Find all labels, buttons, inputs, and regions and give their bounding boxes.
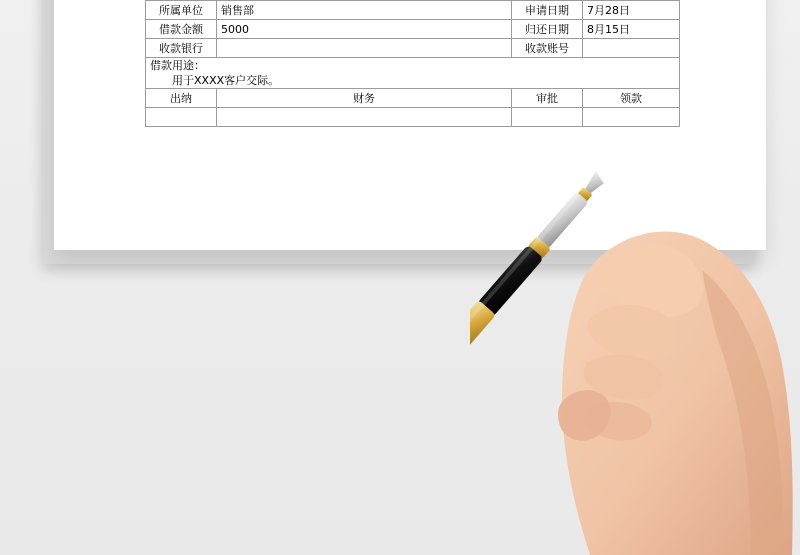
field-label-loan-amount: 借款金额	[146, 20, 217, 39]
table-row	[146, 39, 680, 58]
field-value-loan-amount[interactable]: 5000	[217, 20, 512, 39]
signature-header-cashier: 出纳	[146, 89, 217, 108]
signature-value-approval[interactable]	[512, 108, 583, 127]
field-value-return-date[interactable]: 8月15日	[583, 20, 680, 39]
field-label-department: 所属单位	[146, 1, 217, 20]
purpose-cell[interactable]	[146, 58, 680, 89]
table-row	[146, 1, 680, 20]
hand-shading	[702, 270, 784, 555]
table-row-signature-values	[146, 108, 680, 127]
field-value-apply-date[interactable]: 7月28日	[583, 1, 680, 20]
little-finger	[584, 402, 651, 441]
pen-cap-band	[470, 300, 496, 354]
field-value-department[interactable]: 销售部	[217, 1, 512, 20]
palm-shape	[562, 231, 793, 555]
loan-application-form	[145, 0, 680, 127]
purpose-label: 借款用途：	[150, 59, 205, 72]
field-label-return-date: 归还日期	[512, 20, 583, 39]
table-row-signature-headers	[146, 89, 680, 108]
middle-finger	[587, 305, 678, 359]
signature-value-cashier[interactable]	[146, 108, 217, 127]
signature-value-finance[interactable]	[217, 108, 512, 127]
table-row	[146, 20, 680, 39]
purpose-text: 用于XXXX客户交际。	[172, 74, 280, 87]
field-value-account[interactable]	[583, 39, 680, 58]
ring-finger	[584, 355, 664, 400]
form-table	[145, 0, 680, 127]
field-value-bank[interactable]	[217, 39, 512, 58]
field-label-account: 收款账号	[512, 39, 583, 58]
field-label-apply-date: 申请日期	[512, 1, 583, 20]
signature-header-finance: 财务	[217, 89, 512, 108]
table-row-purpose	[146, 58, 680, 89]
field-label-bank: 收款银行	[146, 39, 217, 58]
signature-value-receiver[interactable]	[583, 108, 680, 127]
signature-header-receiver: 领款	[583, 89, 680, 108]
hand	[558, 231, 793, 555]
thumb	[558, 390, 611, 441]
signature-header-approval: 审批	[512, 89, 583, 108]
